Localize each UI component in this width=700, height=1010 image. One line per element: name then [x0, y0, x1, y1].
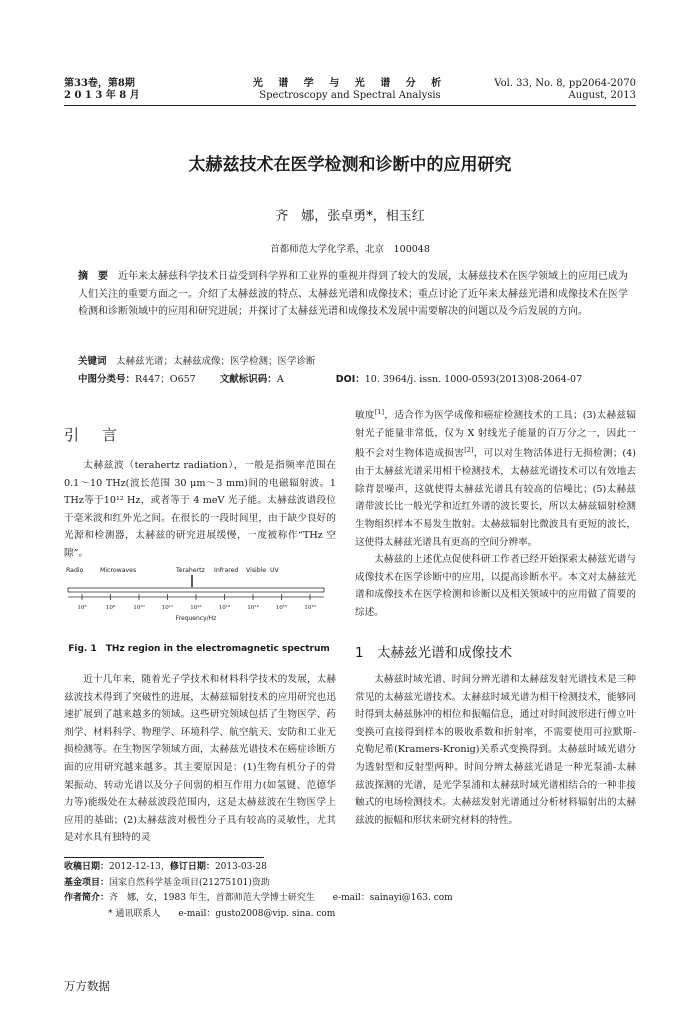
section-1-text: [355, 671, 636, 829]
author-bio: [64, 891, 624, 907]
tick-label: 10¹¹: [161, 605, 174, 611]
band-terahertz: Terahertz: [176, 567, 205, 574]
classification-line: [78, 372, 658, 388]
tick-label: 10¹⁰: [133, 605, 145, 611]
volume-issue: 第33卷，第8期: [64, 78, 135, 89]
abstract-label: 摘 要: [78, 271, 108, 282]
citation-1[interactable]: [1]: [374, 408, 385, 416]
keywords-label: 关键词: [78, 356, 107, 367]
volume-pages: Vol. 33, No. 8, pp2064-2070: [494, 78, 636, 89]
footnotes: [64, 860, 624, 922]
right-p1-post: ，可以对生物活体进行无损检测；(4)由于太赫兹光谱采用相干检测技术，太赫兹光谱技术可以有效地去除背景噪声，这就使得太赫兹光谱具有较高的信噪比；(5)太赫兹谱带波长比一般光学和近红外谱的波长要长，所以太赫兹辐射检测生物组织样本不易发生散射。太赫兹辐射比微波具有更短的波长，这使得太赫兹光谱具有更高的空间分辨率。: [355, 448, 636, 548]
band-infrared: Infrared: [214, 567, 239, 574]
clc-label: 中图分类号：: [78, 374, 136, 385]
tick-label: 10¹⁵: [275, 605, 288, 611]
right-p1-mid: ，适合作为医学成像和癌症检测技术的工具；(3)太赫兹辐射光子能量非常低，仅为 X 射线光子能量的百万分之一，因此一般不会对生物体造成损害: [355, 410, 637, 460]
revised-label: 修订日期：: [169, 862, 215, 872]
intro-paragraph-2: [64, 671, 336, 847]
journal-name-en: Spectroscopy and Spectral Analysis: [259, 90, 441, 101]
figure-caption: Fig. 1 THz region in the electromagnetic spectrum: [68, 644, 330, 654]
band-visible: Visible: [246, 567, 267, 574]
right-p1: [355, 404, 636, 551]
bio-label: 作者简介：: [64, 893, 110, 903]
paper-title: 太赫兹技术在医学检测和诊断中的应用研究: [188, 155, 512, 175]
intro-paragraph-1: [64, 457, 336, 563]
band-radio: Radio: [66, 567, 84, 574]
journal-name-cn: 光 谱 学 与 光 谱 分 析: [252, 78, 448, 89]
issue-month: August, 2013: [568, 90, 636, 101]
clc-value: R447；O657: [135, 374, 196, 385]
fund-label: 基金项目：: [64, 877, 110, 888]
fund-text: 国家自然科学基金项目(21275101)资助: [109, 877, 270, 888]
header-rule: [64, 105, 636, 106]
footnote-rule: [64, 857, 264, 858]
received-label: 收稿日期：: [64, 862, 110, 872]
doc-code-value: A: [276, 374, 284, 385]
doi-label: DOI：: [335, 374, 365, 385]
keywords-text: 太赫兹光谱；太赫兹成像；医学检测；医学诊断: [116, 356, 316, 367]
received-dates: [64, 860, 624, 876]
abstract-text: 近年来太赫兹科学技术日益受到科学界和工业界的重视并得到了较大的发展，太赫兹技术在医学领域上的应用已成为人们关注的重要方面之一。介绍了太赫兹波的特点、太赫兹光谱和成像技术；重点讨论了近年来太赫兹光谱和成像技术在医学检测和诊断领域中的应用和研究进展；并探讨了太赫兹光谱和成像技术发展中需要解决的问题以及今后发展的方向。: [78, 271, 628, 317]
spectrum-figure: [64, 563, 334, 638]
intro-heading: 引 言: [64, 426, 122, 444]
section-1-p1: 太赫兹时域光谱、时间分辨光谱和太赫兹发射光谱技术是三种常见的太赫兹光谱技术。太赫兹时域光谱为相干检测技术，能够同时得到太赫兹脉冲的相位和振幅信息，通过对时间波形进行傅立叶变换可直接得到样本的吸收系数和折射率，不需要使用可拉默斯-克勒尼希(Kramers-Kronig)关系式变换得到。太赫兹时域光谱分为透射型和反射型两种。时间分辨太赫兹光谱是一种光泵浦-太赫兹波探测的光谱，是光学泵浦和太赫兹时域光谱相结合的一种非接触式的电场检测技术。太赫兹发射光谱通过分析材料辐射出的太赫兹波的振幅和形状来研究材料的特性。: [355, 674, 636, 826]
doc-code-label: 文献标识码：: [219, 374, 277, 385]
tick-label: 10⁸: [77, 605, 87, 611]
right-column-text: [355, 404, 636, 622]
abstract: [78, 268, 628, 321]
right-p2: 太赫兹的上述优点促使科研工作者已经开始探索太赫兹光谱与成像技术在医学诊断中的应用，以提高诊断水平。本文对太赫兹光谱和成像技术在医学检测和诊断以及相关领域中的应用做了简要的综述。: [355, 554, 636, 618]
right-p1-pre: 敏度: [355, 410, 375, 422]
intro-p1: 太赫兹波（terahertz radiation），一般是指频率范围在0.1～10 THz(波长范围 30 μm～3 mm)间的电磁辐射波。1 THz等于10¹² Hz，或者等于 4 meV 光子能。太赫兹波谱段位于毫米波和红外光之间。在很长的一段时间里，由于缺少良好的光源和检测器，太赫兹的研究进展缓慢，一度被称作“THz 空隙”。: [64, 460, 336, 559]
watermark: 万方数据: [64, 979, 110, 993]
doi-value: 10. 3964/j. issn. 1000-0593(2013)08-2064-07: [364, 374, 583, 385]
bio-text: 齐 娜，女，1983 年生，首都师范大学博士研究生 e-mail：sainayi@163. com: [109, 893, 453, 903]
tick-label: 10¹⁶: [304, 605, 316, 611]
citation-2[interactable]: [2]: [464, 446, 474, 455]
received-date: 2012-12-13，: [109, 862, 170, 872]
journal-volume-en: [494, 78, 636, 102]
intro-p2: 近十几年来，随着光子学技术和材料科学技术的发展，太赫兹波技术得到了突破性的进展，太赫兹辐射技术的应用研究也迅速扩展到了越来越多的领域。这些研究领域包括了生物医学、药剂学、材料科学、物理学、环境科学、航空航天、安防和工业无损检测等。在生物医学领域方面，太赫兹光谱技术在癌症诊断方面的应用研究越来越多。其主要原因是：(1)生物有机分子的骨架振动、转动光谱以及分子间弱的相互作用力(如氢键、范德华力等)能级处在太赫兹波段范围内，这是太赫兹波在生物医学上应用的基础；(2)太赫兹波对极性分子具有较高的灵敏性，尤其是对水具有独特的灵: [64, 674, 336, 844]
section-1-heading: 1 太赫兹光谱和成像技术: [355, 645, 513, 661]
tick-label: 10¹³: [218, 605, 231, 611]
author-list: 齐 娜，张卓勇*，相玉红: [275, 209, 425, 224]
tick-label: 10¹⁴: [247, 605, 259, 611]
axis-label: Frequency/Hz: [175, 615, 217, 622]
spectrum-bar: [68, 588, 324, 592]
fund-line: [64, 876, 624, 892]
affiliation: 首都师范大学化学系，北京 100048: [270, 244, 430, 255]
band-microwaves: Microwaves: [100, 567, 137, 574]
keywords: [78, 354, 638, 370]
band-uv: UV: [270, 567, 279, 574]
tick-label: 10⁹: [105, 605, 116, 611]
tick-label: 10¹²: [190, 605, 202, 611]
revised-date: 2013-03-28: [214, 862, 267, 872]
corresponding-author: * 通讯联系人 e-mail：gusto2008@vip. sina. com: [108, 908, 336, 919]
issue-date: 2 0 1 3 年 8 月: [64, 90, 140, 101]
